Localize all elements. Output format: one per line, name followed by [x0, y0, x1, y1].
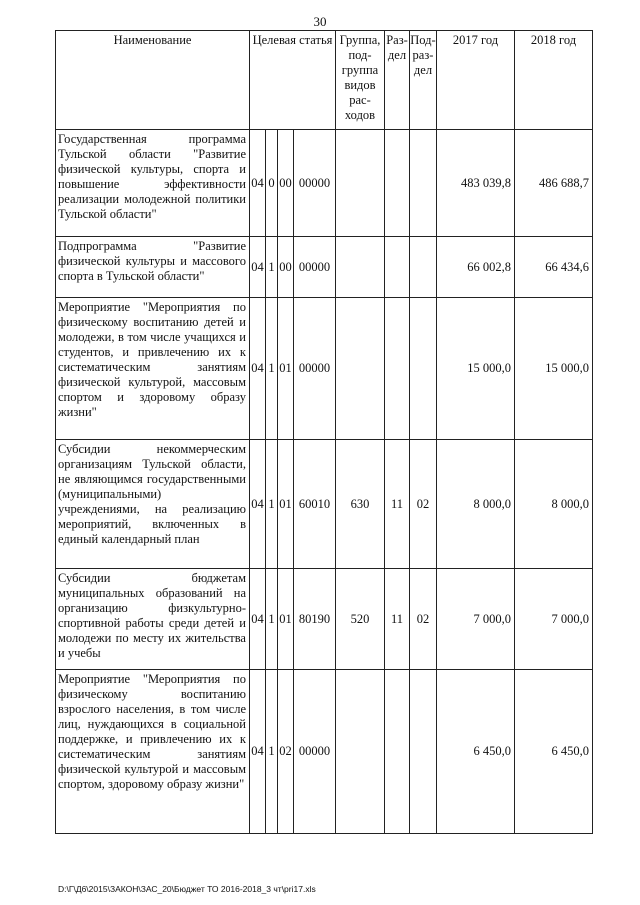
target-part-3: 01 [278, 440, 294, 569]
subsection-code [410, 237, 437, 298]
target-part-4: 00000 [294, 237, 336, 298]
row-name: Мероприятие "Мероприятия по физическому воспитанию детей и молодежи, в том числе учащихся и студентов, и привлечению их к систематическим занятиям физической культурой, массовым спортом и здоровому образу жизни" [56, 298, 250, 440]
target-part-3: 00 [278, 130, 294, 237]
subsection-code: 02 [410, 569, 437, 670]
table-row [56, 237, 593, 298]
target-part-2: 1 [266, 670, 278, 834]
table-row [56, 569, 593, 670]
table-row [56, 298, 593, 440]
value-2017: 6 450,0 [437, 670, 515, 834]
value-2018: 66 434,6 [515, 237, 593, 298]
section-code: 11 [385, 440, 410, 569]
section-code [385, 670, 410, 834]
group-code [336, 237, 385, 298]
target-part-4: 00000 [294, 298, 336, 440]
header-subsection: Под-раз-дел [410, 31, 437, 130]
section-code: 11 [385, 569, 410, 670]
target-part-1: 04 [250, 237, 266, 298]
value-2017: 483 039,8 [437, 130, 515, 237]
value-2017: 15 000,0 [437, 298, 515, 440]
section-code [385, 298, 410, 440]
page-number: 30 [313, 14, 327, 29]
header-group: Группа, под-группа видов рас-ходов [336, 31, 385, 130]
value-2018: 8 000,0 [515, 440, 593, 569]
group-code [336, 130, 385, 237]
target-part-2: 0 [266, 130, 278, 237]
target-part-1: 04 [250, 298, 266, 440]
value-2017: 8 000,0 [437, 440, 515, 569]
target-part-1: 04 [250, 130, 266, 237]
row-name: Субсидии некоммерческим организациям Тульской области, не являющимся государственными (муниципальными) учреждениями, на реализацию мероприятий, включенных в единый календарный план [56, 440, 250, 569]
group-code [336, 298, 385, 440]
group-code: 520 [336, 569, 385, 670]
target-part-4: 00000 [294, 670, 336, 834]
group-code [336, 670, 385, 834]
target-part-4: 80190 [294, 569, 336, 670]
budget-table [55, 30, 593, 834]
value-2017: 66 002,8 [437, 237, 515, 298]
target-part-2: 1 [266, 237, 278, 298]
value-2017: 7 000,0 [437, 569, 515, 670]
target-part-4: 00000 [294, 130, 336, 237]
target-part-3: 02 [278, 670, 294, 834]
header-name: Наименование [56, 31, 250, 130]
target-part-2: 1 [266, 298, 278, 440]
target-part-1: 04 [250, 569, 266, 670]
target-part-2: 1 [266, 440, 278, 569]
row-name: Государственная программа Тульской области "Развитие физической культуры, спорта и повышение эффективности реализации молодежной политики Тульской области" [56, 130, 250, 237]
section-code [385, 130, 410, 237]
target-part-4: 60010 [294, 440, 336, 569]
file-path-footer: D:\Г\Д6\2015\ЗАКОН\ЗАС_20\Бюджет ТО 2016-2018_3 чт\pri17.xls [58, 884, 316, 894]
subsection-code [410, 670, 437, 834]
target-part-3: 00 [278, 237, 294, 298]
row-name: Мероприятие "Мероприятия по физическому воспитанию взрослого населения, в том числе лиц, нуждающихся в социальной поддержке, и привлечению их к систематическим занятиям физической культурой и массовым спортом, здоровому образу жизни" [56, 670, 250, 834]
header-2018: 2018 год [515, 31, 593, 130]
header-row [56, 31, 593, 130]
header-target: Целевая статья [250, 31, 336, 130]
table-row [56, 130, 593, 237]
target-part-2: 1 [266, 569, 278, 670]
target-part-3: 01 [278, 298, 294, 440]
subsection-code: 02 [410, 440, 437, 569]
target-part-3: 01 [278, 569, 294, 670]
subsection-code [410, 298, 437, 440]
row-name: Субсидии бюджетам муниципальных образований на организацию физкультурно-спортивной работы среди детей и молодежи по месту их жительства и учебы [56, 569, 250, 670]
table-row [56, 670, 593, 834]
header-section: Раз-дел [385, 31, 410, 130]
value-2018: 6 450,0 [515, 670, 593, 834]
group-code: 630 [336, 440, 385, 569]
header-2017: 2017 год [437, 31, 515, 130]
row-name: Подпрограмма "Развитие физической культуры и массового спорта в Тульской области" [56, 237, 250, 298]
target-part-1: 04 [250, 670, 266, 834]
subsection-code [410, 130, 437, 237]
table-row [56, 440, 593, 569]
value-2018: 7 000,0 [515, 569, 593, 670]
value-2018: 15 000,0 [515, 298, 593, 440]
value-2018: 486 688,7 [515, 130, 593, 237]
section-code [385, 237, 410, 298]
target-part-1: 04 [250, 440, 266, 569]
